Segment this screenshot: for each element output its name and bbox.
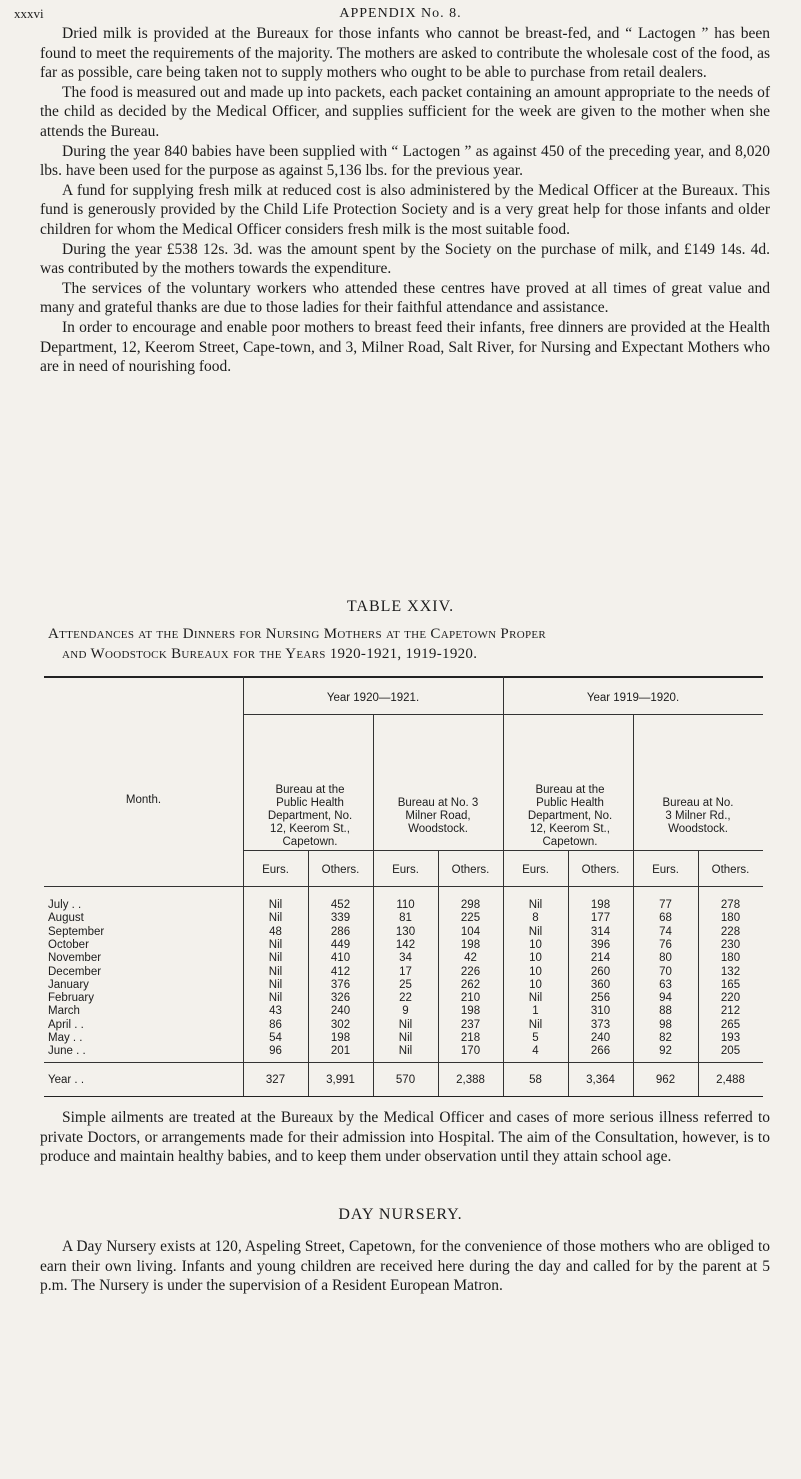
table-row-cell: 310 [590,1005,611,1018]
table-row-cell: 198 [460,1005,481,1018]
total-row-cell: 3,991 [326,1074,355,1086]
table-row-cell: 260 [590,965,611,978]
table-row-cell: 76 [659,938,672,951]
table-row-month: June . . [48,1045,86,1058]
bureau-header-line: 12, Keerom St., [270,823,350,835]
paragraph: A Day Nursery exists at 120, Aspeling Street, Capetown, for the convenience of those mothers who are obliged to earn their own living. Infants and young children are received here during the day and called for by the parent at 5 p.m. The Nursery is under the supervision of a Resident European Matron. [40,1238,770,1295]
table-row-cell: Nil [398,1018,413,1031]
table-row-cell: 230 [720,938,741,951]
table-row-cell: 25 [399,978,412,991]
table-row-cell: 314 [590,925,611,938]
total-row-cell: 2,388 [456,1074,485,1086]
table-row-cell: 130 [395,925,416,938]
table-row-cell: 48 [269,925,282,938]
table-row-cell: 237 [460,1018,481,1031]
col-header: Others. [711,864,750,876]
bureau-header [507,784,633,849]
table-row-cell: 110 [396,899,415,911]
bureau-header-line: Public Health [536,797,604,809]
bureau-header-line: Bureau at the [535,784,605,796]
table-row-cell: 225 [460,912,481,925]
table-top-rule [44,676,763,678]
table-row-cell: 5 [532,1032,539,1044]
table-row-cell: 132 [720,965,741,978]
bureau-header-line: Department, No. [527,810,613,822]
month-header: Month. [125,794,162,806]
table-row-month: February [48,992,95,1005]
table-row-cell: 22 [399,992,412,1005]
table-row-month: December [48,965,102,978]
table-bottom-rule [44,1096,763,1097]
bureau-header-line: Capetown. [282,836,338,848]
col-header: Eurs. [392,864,419,876]
table-row-cell: 339 [330,912,351,925]
table-row-month: August [48,912,84,925]
paragraph: In order to encourage and enable poor mothers to breast feed their infants, free dinners are provided at the Health Department, 12, Keerom Street, Cape-town, and 3, Milner Road, Salt River, for Nursing and Expectant Mothers who are in need of nourishing food. [40,318,770,376]
table-row-cell: 94 [659,992,672,1005]
table-row-month: July . . [48,899,82,911]
bureau-header-line: Department, No. [267,810,353,822]
paragraph: The services of the voluntary workers who attended these centres have proved at all times of great value and many and grateful thanks are due to those ladies for their faithful attendance and assistance. [40,279,770,317]
table-row-cell: 228 [720,925,741,938]
table-row-cell: 193 [720,1032,741,1044]
table-row-cell: 74 [659,925,672,938]
table-row-month: October [48,938,89,951]
table-row-cell: 326 [330,992,351,1005]
table-row-cell: 373 [590,1018,611,1031]
table-row-cell: 201 [330,1045,351,1058]
table-row-cell: Nil [268,952,283,965]
table-row-cell: 142 [395,938,416,951]
table-row-cell: 10 [529,965,542,978]
table-row-cell: 449 [330,938,351,951]
bureau-header [247,784,373,849]
table-row-cell: 43 [269,1005,282,1018]
table-row-cell: 98 [659,1018,672,1031]
total-row-month: Year . . [48,1074,85,1086]
col-header: Eurs. [262,864,289,876]
table-row-cell: 240 [330,1005,351,1018]
table-row-cell: 220 [720,992,741,1005]
table-row-cell: Nil [528,899,543,911]
table-row-cell: Nil [268,899,283,911]
table-row-cell: 86 [269,1018,282,1031]
total-row-cell: 2,488 [716,1074,745,1086]
total-row-cell: 570 [395,1074,416,1086]
table-row-cell: 92 [659,1045,672,1058]
table-row-cell: 278 [720,899,741,911]
table-row-cell: 198 [330,1032,351,1044]
section-title: DAY NURSERY. [338,1206,463,1223]
table-row-cell: 88 [659,1005,672,1018]
paragraph: Simple ailments are treated at the Bureaux by the Medical Officer and cases of more serious illness referred to private Doctors, or arrangements made for their admission into Hospital. The aim of the Consultation, however, is to produce and maintain healthy babies, and to keep them under observation until they attain school age. [40,1109,770,1166]
table-row-cell: 4 [532,1045,539,1058]
paragraph: Dried milk is provided at the Bureaux for those infants who cannot be breast-fed, and “ Lactogen ” has been found to meet the requirements of the majority. The mothers are asked to contribute the wholesale cost of the food, as far as possible, care being taken not to supply mothers who ought to be able to purchase from retail dealers. [40,25,770,82]
table-row-cell: 170 [460,1045,481,1058]
table-row-cell: 9 [402,1005,409,1018]
total-row-cell: 3,364 [586,1074,615,1086]
table-row-cell: Nil [528,925,543,938]
table-row-cell: 198 [590,899,611,911]
table-row-cell: 77 [659,899,672,911]
table-row-cell: 410 [330,952,351,965]
table-row-month: April . . [48,1018,84,1031]
table-subtitle [48,624,764,664]
table-row-cell: 396 [590,938,611,951]
table-row-month: September [48,925,105,938]
table-row-cell: 42 [464,952,477,965]
table-row-cell: 165 [720,978,741,991]
total-row-cell: 327 [265,1074,286,1086]
table-row-cell: 212 [720,1005,741,1018]
table-row-cell: Nil [268,965,283,978]
table-row-cell: 34 [399,952,412,965]
section-text [40,1237,770,1296]
total-row-cell: 962 [655,1074,676,1086]
table-row-cell: 452 [330,899,351,911]
table-row-cell: 298 [460,899,481,911]
rule [44,886,763,887]
table-row-cell: Nil [268,938,283,951]
bureau-header-line: Woodstock. [408,823,468,835]
table-row-cell: 1 [532,1005,539,1018]
table-row-cell: 226 [460,965,481,978]
total-row-cell: 58 [529,1074,542,1086]
bureau-header [373,797,503,836]
paragraph: During the year £538 12s. 3d. was the amount spent by the Society on the purchase of milk, and £149 14s. 4d. was contributed by the mothers towards the expenditure. [40,240,770,278]
bureau-header-line: Milner Road, [405,810,471,822]
table-row-cell: Nil [528,992,543,1005]
table-row-month: January [48,978,89,991]
table-row-cell: 63 [659,978,672,991]
bureau-header-line: Bureau at No. [662,797,734,809]
table-row-cell: 82 [659,1032,672,1044]
table-row-cell: 302 [330,1018,351,1031]
col-header: Eurs. [652,864,679,876]
table-row-cell: 68 [659,912,672,925]
year-header: Year 1919—1920. [586,692,680,704]
table-subtitle-line: and Woodstock Bureaux for the Years 1920-1921, 1919-1920. [62,646,478,662]
table-row-month: May . . [48,1032,83,1044]
table-row-cell: 218 [460,1032,481,1044]
table-row-cell: Nil [268,978,283,991]
table-row-cell: 177 [590,912,611,925]
table-row-cell: 54 [269,1032,282,1044]
page-header [14,6,787,26]
paragraph: The food is measured out and made up into packets, each packet containing an amount appropriate to the needs of the child as decided by the Medical Officer, and supplies sufficient for the week are given to the mother when she attends the Bureau. [40,83,770,140]
table-row-cell: Nil [398,1045,413,1058]
table-row-cell: 80 [659,952,672,965]
table-row-cell: 180 [720,912,741,925]
col-header: Others. [451,864,490,876]
table-row-cell: 10 [529,978,542,991]
bureau-header-line: 12, Keerom St., [530,823,610,835]
table-row-cell: 70 [659,965,672,978]
bureau-header-line: Public Health [276,797,344,809]
bureau-header-line: 3 Milner Rd., [665,810,731,822]
appendix-title: APPENDIX No. 8. [339,6,462,21]
intro-text [40,24,770,377]
table-row-cell: 10 [529,938,542,951]
table-row-cell: 412 [330,965,351,978]
paragraph: During the year 840 babies have been supplied with “ Lactogen ” as against 450 of the preceding year, and 8,020 lbs. have been used for the purpose as against 5,136 lbs. for the previous year. [40,142,770,180]
table-row-cell: 10 [529,952,542,965]
bureau-header [633,797,763,836]
rule [44,1062,763,1063]
table-row-cell: 262 [460,978,481,991]
bureau-header-line: Capetown. [542,836,598,848]
table-row-cell: 104 [460,925,481,938]
col-header: Eurs. [522,864,549,876]
col-header: Others. [321,864,360,876]
table-row-cell: 198 [460,938,481,951]
bureau-header-line: Bureau at No. 3 [397,797,479,809]
bureau-header-line: Bureau at the [275,784,345,796]
paragraph: A fund for supplying fresh milk at reduced cost is also administered by the Medical Officer at the Bureaux. This fund is generously provided by the Child Life Protection Society and is a very great help for those infants and older children for whom the Medical Officer considers fresh milk is the most suitable food. [40,181,770,238]
table-row-cell: 286 [330,925,351,938]
table-row-cell: 8 [532,912,539,925]
table-row-cell: Nil [268,912,283,925]
table-row-cell: 17 [399,965,412,978]
table-row-cell: 96 [269,1045,282,1058]
table-row-cell: 180 [720,952,741,965]
table-subtitle-line: Attendances at the Dinners for Nursing Mothers at the Capetown Proper [48,626,547,642]
table-row-month: March [48,1005,80,1018]
table-row-month: November [48,952,102,965]
bureau-header-line: Woodstock. [668,823,728,835]
table-row-cell: 265 [720,1018,741,1031]
table-row-cell: Nil [268,992,283,1005]
page-number: xxxvi [14,6,44,21]
table-row-cell: 210 [460,992,481,1005]
table-row-cell: 256 [590,992,611,1005]
table-row-cell: Nil [398,1032,413,1044]
after-table-text [40,1108,770,1167]
table-row-cell: 81 [399,912,412,925]
table-row-cell: 360 [590,978,611,991]
table-row-cell: Nil [528,1018,543,1031]
table-row-cell: 214 [590,952,611,965]
table-row-cell: 205 [720,1045,741,1058]
year-header: Year 1920—1921. [326,692,420,704]
table-row-cell: 266 [590,1045,611,1058]
table-title: TABLE XXIV. [346,598,455,615]
table-row-cell: 376 [330,978,351,991]
col-header: Others. [581,864,620,876]
table-row-cell: 240 [590,1032,611,1044]
